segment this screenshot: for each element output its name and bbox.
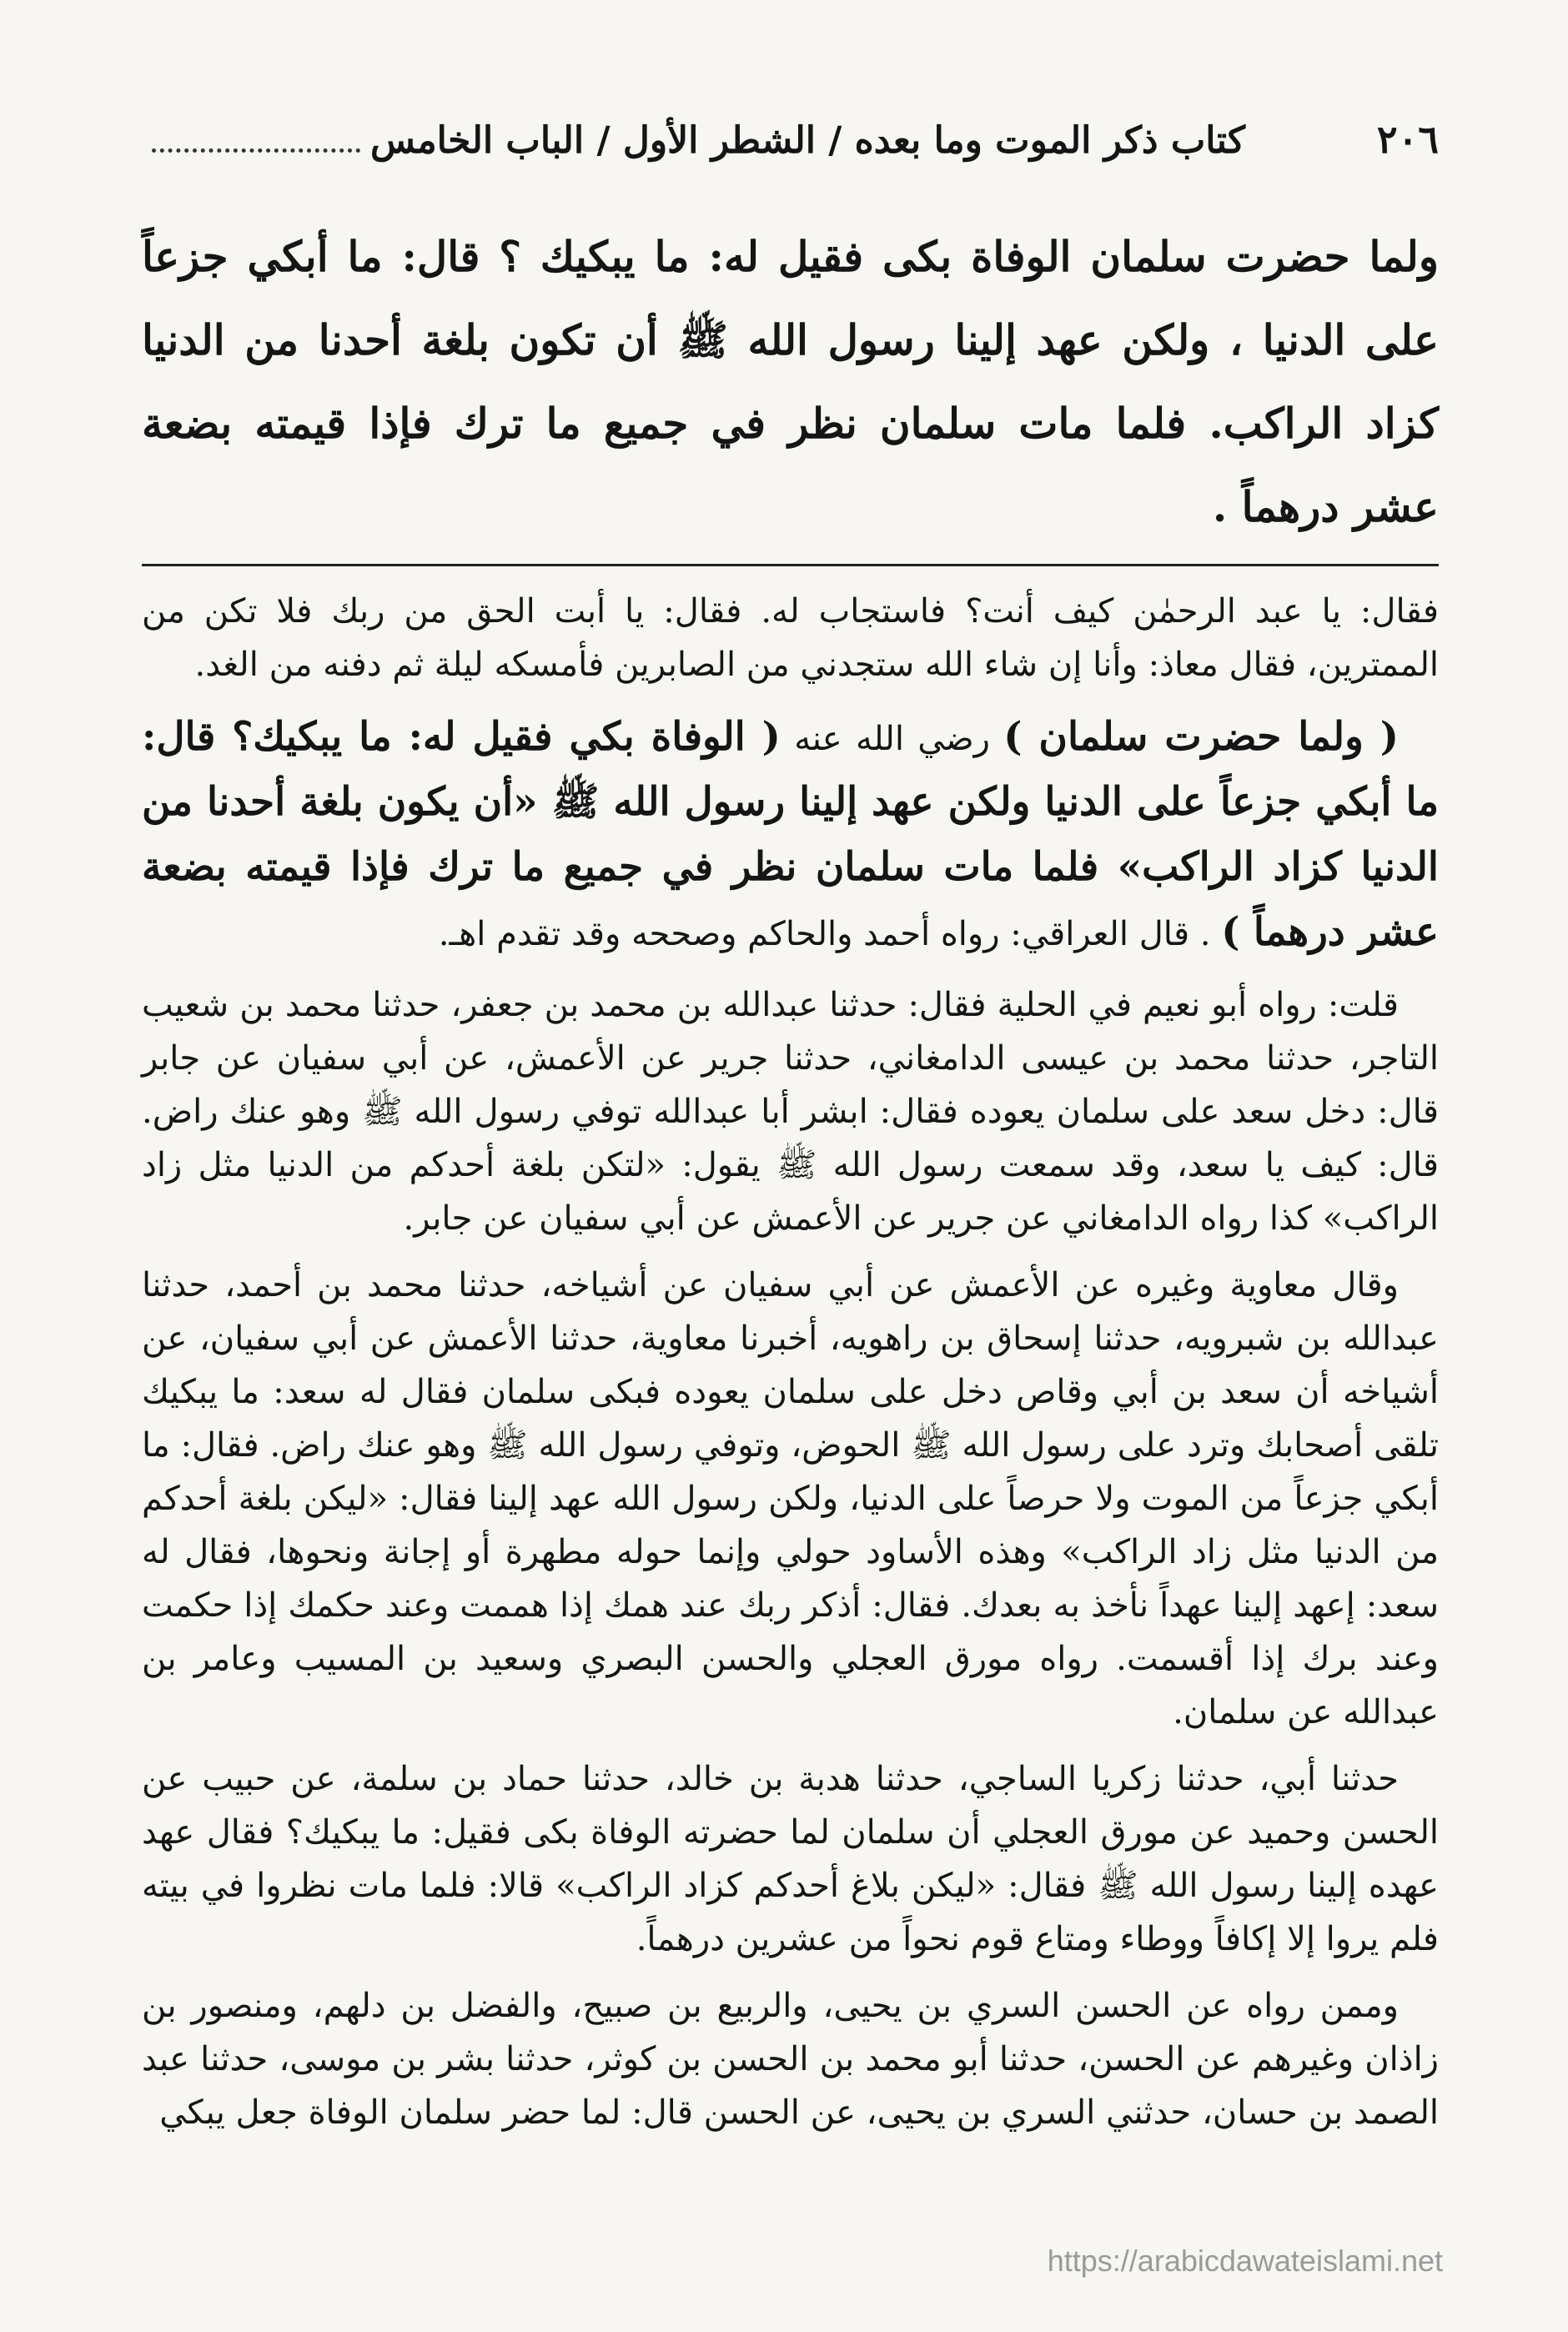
running-title: كتاب ذكر الموت وما بعده / الشطر الأول / الباب الخامس	[370, 119, 1245, 162]
commentary-paragraph	[142, 705, 1439, 965]
watermark: https://arabicdawateislami.net	[1047, 2244, 1443, 2278]
commentary-paragraph: قلت: رواه أبو نعيم في الحلية فقال: حدثنا عبدالله بن محمد بن جعفر، حدثنا محمد بن شعيب التاجر، حدثنا محمد بن عيسى الدامغاني، حدثنا جرير عن الأعمش، عن أبي سفيان عن جابر قال: دخل سعد على سلمان يعوده فقال: ابشر أبا عبدالله توفي رسول الله ﷺ وهو عنك راض. قال: كيف يا سعد، وقد سمعت رسول الله ﷺ يقول: «لتكن بلغة أحدكم من الدنيا مثل زاد الراكب» كذا رواه الدامغاني عن جرير عن الأعمش عن أبي سفيان عن جابر.	[142, 986, 1439, 1238]
commentary-text: رضي الله عنه	[780, 720, 1004, 758]
commentary-paragraph: وقال معاوية وغيره عن الأعمش عن أبي سفيان عن أشياخه، حدثنا محمد بن أحمد، حدثنا عبدالله بن شبرويه، حدثنا إسحاق بن راهويه، أخبرنا معاوية، حدثنا الأعمش عن أبي سفيان، عن أشياخه أن سعد بن أبي وقاص دخل على سلمان يعوده فبكى سلمان فقال له سعد: ما يبكيك تلقى أصحابك وترد على رسول الله ﷺ الحوض، وتوفي رسول الله ﷺ وهو عنك راض. فقال: ما أبكي جزعاً من الموت ولا حرصاً على الدنيا، ولكن رسول الله عهد إلينا فقال: «ليكن بلغة أحدكم من الدنيا مثل زاد الراكب» وهذه الأساود حولي وإنما حوله مطهرة أو إجانة ونحوها، فقال له سعد: إعهد إلينا عهداً نأخذ به بعدك. فقال: أذكر ربك عند همك إذا هممت وعند حكمك إذا حكمت وعند برك إذا أقسمت. رواه مورق العجلي والحسن البصري وسعيد بن المسيب وعامر بن عبدالله عن سلمان.	[142, 1266, 1439, 1731]
main-text: ولما حضرت سلمان الوفاة بكى فقيل له: ما يبكيك ؟ قال: ما أبكي جزعاً على الدنيا ، ولكن عهد إلينا رسول الله ﷺ أن تكون بلغة أحدنا من الدنيا كزاد الراكب. فلما مات سلمان نظر في جميع ما ترك فإذا قيمته بضعة عشر درهماً .	[142, 232, 1439, 531]
book-page	[142, 117, 1439, 2319]
page-number: ٢٠٦	[1376, 117, 1439, 162]
quoted-matn: ( الوفاة بكي فقيل له: ما يبكيك؟ قال: ما أبكي جزعاً على الدنيا ولكن عهد إلينا رسول الله ﷺ «أن يكون بلغة أحدنا من الدنيا كزاد الراكب» فلما مات سلمان نظر في جميع ما ترك فإذا قيمته بضعة عشر درهماً )	[142, 714, 1439, 955]
commentary-paragraph: وممن رواه عن الحسن السري بن يحيى، والربيع بن صبيح، والفضل بن دلهم، ومنصور بن زاذان وغيرهم عن الحسن، حدثنا أبو محمد بن الحسن بن كوثر، حدثنا بشر بن موسى، حدثنا عبد الصمد بن حسان، حدثني السري بن يحيى، عن الحسن قال: لما حضر سلمان الوفاة جعل يبكي	[142, 1987, 1439, 2132]
header-dots	[152, 148, 360, 153]
commentary	[142, 585, 1439, 2139]
commentary-text: . قال العراقي: رواه أحمد والحاكم وصححه وقد تقدم اهـ.	[438, 915, 1222, 953]
commentary-paragraph: حدثنا أبي، حدثنا زكريا الساجي، حدثنا هدبة بن خالد، حدثنا حماد بن سلمة، عن حبيب عن الحسن وحميد عن مورق العجلي أن سلمان لما حضرته الوفاة بكى فقيل: ما يبكيك؟ فقال عهد عهده إلينا رسول الله ﷺ فقال: «ليكن بلاغ أحدكم كزاد الراكب» قالا: فلما مات نظروا في بيته فلم يروا إلا إكافاً ووطاء ومتاع قوم نحواً من عشرين درهماً.	[142, 1760, 1439, 1958]
page-header	[142, 117, 1439, 183]
commentary-paragraph: فقال: يا عبد الرحمٰن كيف أنت؟ فاستجاب له. فقال: يا أبت الحق من ربك فلا تكن من الممترين، فقال معاذ: وأنا إن شاء الله ستجدني من الصابرين فأمسكه ليلة ثم دفنه من الغد.	[142, 592, 1439, 684]
quoted-matn: ( ولما حضرت سلمان )	[1003, 714, 1400, 760]
separator-rule	[142, 564, 1439, 566]
